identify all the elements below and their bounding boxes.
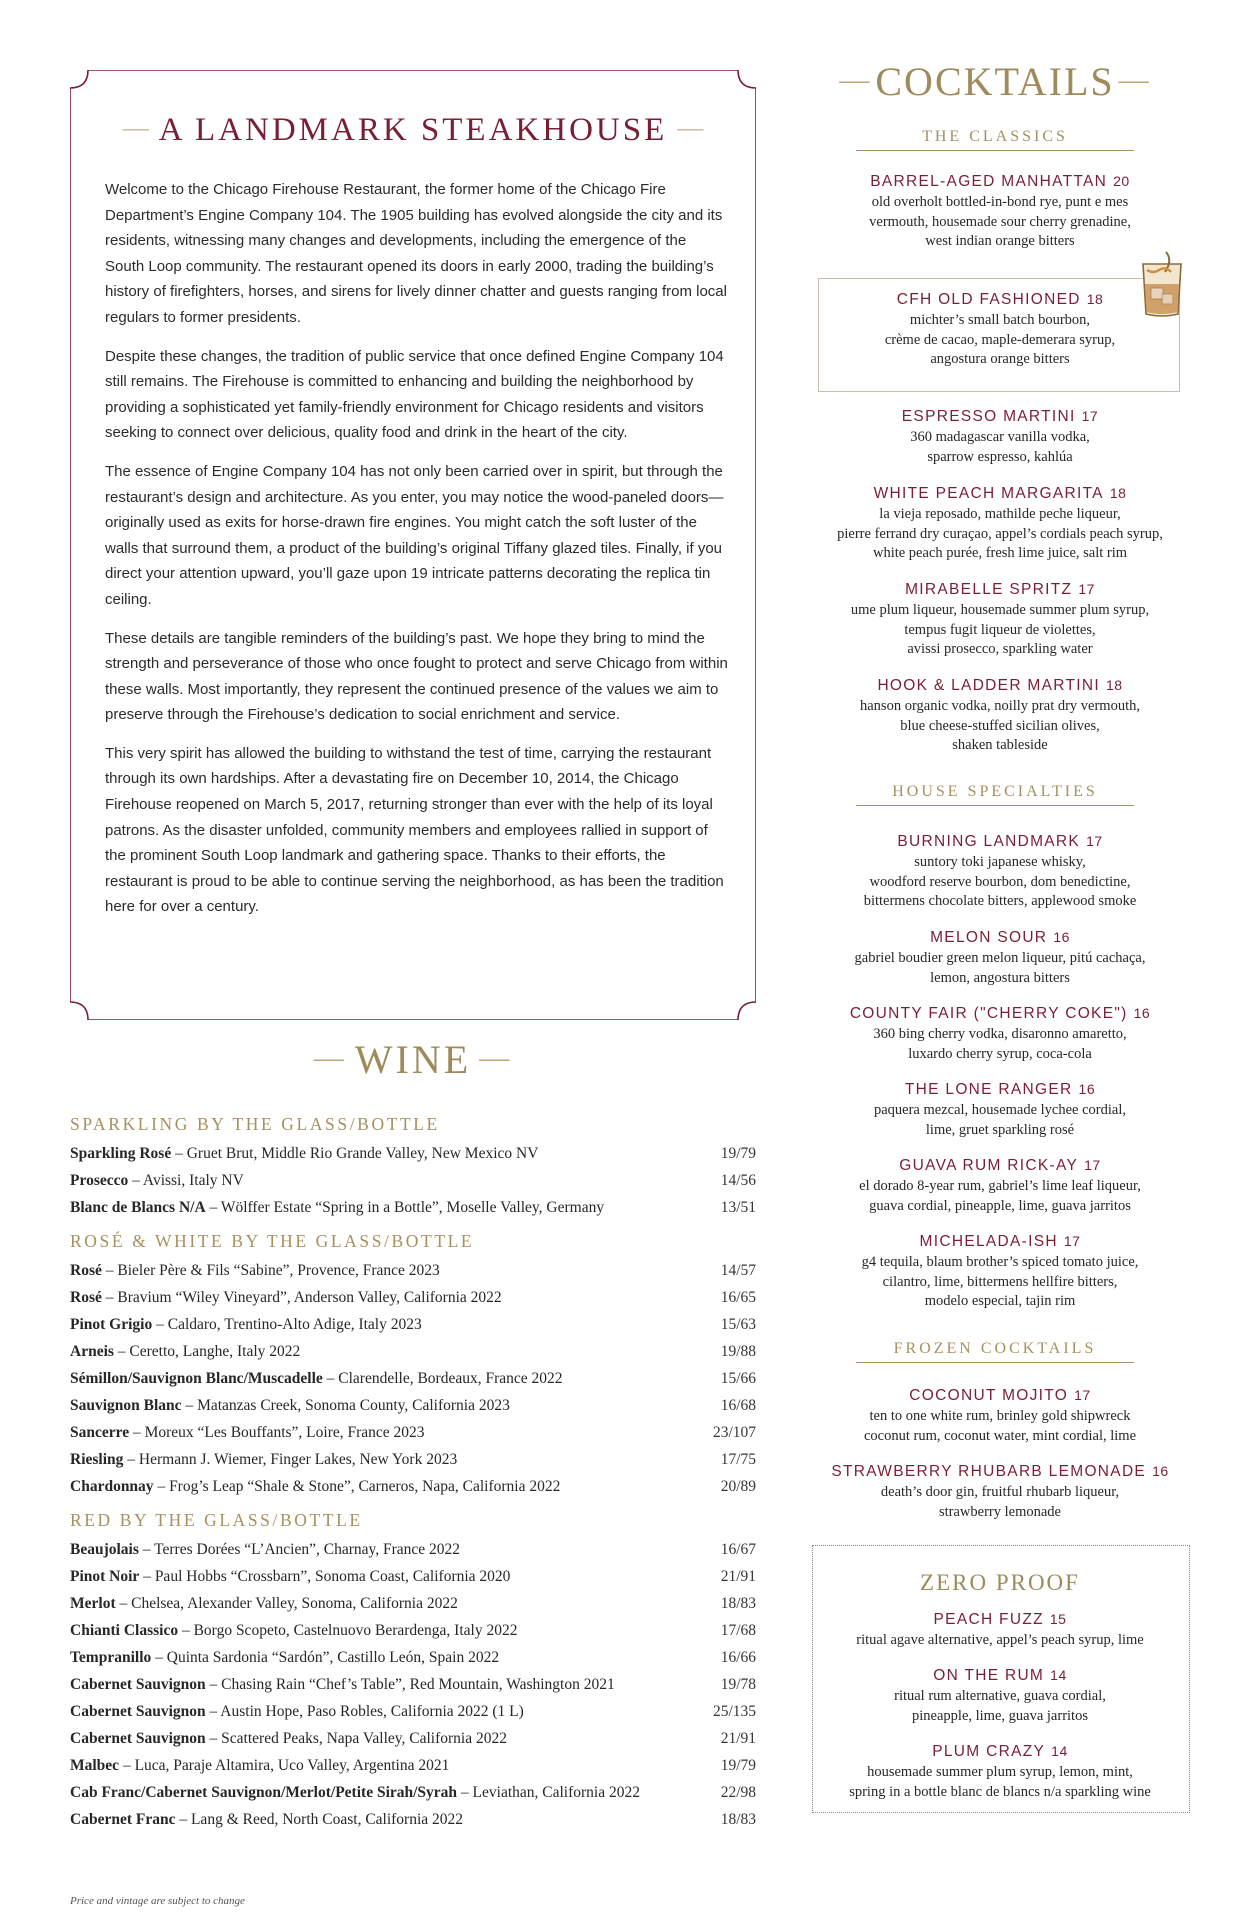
wine-varietal: Sparkling Rosé (70, 1145, 172, 1162)
cocktail-item (810, 1078, 1190, 1140)
wine-description (70, 1806, 463, 1833)
cocktail-ingredients: lime, gruet sparkling rosé (925, 1121, 1075, 1138)
cocktail-price: 17 (1086, 833, 1103, 849)
cocktail-name-line (810, 578, 1190, 601)
wine-varietal: Rosé (70, 1289, 102, 1306)
cocktail-price: 20 (1113, 173, 1130, 189)
title-dash-right: — (677, 113, 704, 142)
wine-producer: – Hermann J. Wiemer, Finger Lakes, New York 2023 (123, 1451, 458, 1468)
cocktail-name: GUAVA RUM RICK-AY (899, 1157, 1079, 1174)
cocktail-ingredients: el dorado 8-year rum, gabriel’s lime leaf liqueur, (859, 1178, 1141, 1194)
cocktail-ingredients: shaken tableside (952, 737, 1048, 753)
wine-row (70, 1392, 756, 1419)
cocktail-name-line (810, 830, 1190, 853)
cocktail-price: 15 (1049, 1611, 1067, 1627)
cocktail-name-line (810, 1740, 1190, 1763)
cocktail-price: 14 (1051, 1743, 1068, 1759)
cocktail-name: MIRABELLE SPRITZ (905, 581, 1073, 598)
wine-varietal: Prosecco (70, 1172, 129, 1189)
wine-producer: – Chasing Rain “Chef’s Table”, Red Mountain, Washington 2021 (205, 1676, 615, 1693)
wine-varietal: Riesling (70, 1451, 124, 1468)
wine-row (70, 1194, 756, 1221)
cocktail-name: HOOK & LADDER MARTINI (877, 677, 1100, 694)
cocktail-name: CFH OLD FASHIONED (896, 291, 1081, 308)
cocktail-ingredients: spring in a bottle blanc de blancs n/a sparkling wine (849, 1783, 1151, 1800)
zero-proof-heading: ZERO PROOF (920, 1570, 1080, 1595)
wine-producer: – Chelsea, Alexander Valley, Sonoma, California 2022 (115, 1595, 458, 1612)
wine-description (70, 1140, 538, 1167)
cocktail-name-line (810, 482, 1190, 505)
wine-description (70, 1257, 440, 1284)
cocktail-price: 16 (1053, 929, 1070, 945)
cocktail-ingredients: ritual rum alternative, guava cordial, (894, 1688, 1106, 1704)
cocktail-ingredients: crème de cacao, maple-demerara syrup, (884, 331, 1116, 348)
wine-row (70, 1806, 756, 1833)
cocktail-price: 16 (1152, 1463, 1169, 1479)
cocktail-item (810, 482, 1190, 564)
wine-varietal: Pinot Noir (70, 1568, 140, 1585)
cocktail-price: 18 (1086, 291, 1104, 307)
cocktail-price: 17 (1084, 1157, 1101, 1173)
wine-price: 21/91 (720, 1730, 756, 1747)
wine-varietal: Chianti Classico (70, 1622, 179, 1639)
wine-varietal: Cabernet Franc (70, 1811, 176, 1828)
wine-producer: – Leviathan, California 2022 (457, 1784, 640, 1801)
wine-price: 15/66 (720, 1370, 756, 1387)
cocktail-name: BURNING LANDMARK (897, 833, 1081, 850)
cocktail-ingredients: vermouth, housemade sour cherry grenadine, (869, 213, 1131, 230)
cocktail-ingredients: lemon, angostura bitters (930, 969, 1070, 986)
wine-price: 14/57 (720, 1262, 756, 1279)
cocktail-ingredients: pineapple, lime, guava jarritos (912, 1707, 1088, 1724)
cocktail-name-line (810, 1460, 1190, 1483)
wine-row (70, 1257, 756, 1284)
cocktail-item (810, 926, 1190, 988)
cocktail-price: 16 (1078, 1081, 1096, 1097)
cocktail-name-line (810, 1154, 1190, 1177)
wine-varietal: Cab Franc/Cabernet Sauvignon/Merlot/Petite Sirah/Syrah (70, 1784, 458, 1801)
cocktails-title (825, 58, 1165, 105)
wine-row (70, 1671, 756, 1698)
wine-producer: – Bravium “Wiley Vineyard”, Anderson Valley, California 2022 (101, 1289, 502, 1306)
cocktail-name-line (810, 1664, 1190, 1687)
wine-producer: – Wölffer Estate “Spring in a Bottle”, Moselle Valley, Germany (205, 1199, 605, 1216)
wine-producer: – Ceretto, Langhe, Italy 2022 (113, 1343, 301, 1360)
wine-row (70, 1338, 756, 1365)
cocktail-name-line (810, 1230, 1190, 1253)
wine-price: 23/107 (712, 1424, 756, 1441)
wine-row (70, 1419, 756, 1446)
wine-producer: – Lang & Reed, North Coast, California 2022 (175, 1811, 464, 1828)
wine-varietal: Merlot (70, 1595, 116, 1612)
wine-row (70, 1617, 756, 1644)
cocktail-name: PLUM CRAZY (932, 1743, 1046, 1760)
cocktail-name-line (810, 1384, 1190, 1407)
cocktails-dash-right: — (1118, 63, 1151, 96)
wine-section (70, 1112, 756, 1221)
wine-price: 17/75 (720, 1451, 756, 1468)
cocktail-price: 17 (1074, 1387, 1091, 1403)
cocktails-title-text: COCKTAILS (875, 59, 1115, 104)
cocktail-ingredients: old overholt bottled-in-bond rye, punt e mes (871, 194, 1129, 210)
cocktail-item (810, 1230, 1190, 1312)
wine-row (70, 1473, 756, 1500)
cocktail-item (810, 1608, 1190, 1651)
cocktail-item (810, 674, 1190, 756)
wine-producer: – Frog’s Leap “Shale & Stone”, Carneros, Napa, California 2022 (153, 1478, 561, 1495)
wine-row (70, 1725, 756, 1752)
wine-description (70, 1779, 640, 1806)
cocktail-ingredients: guava cordial, pineapple, lime, guava jarritos (869, 1197, 1131, 1214)
wine-row (70, 1698, 756, 1725)
cocktail-ingredients: ten to one white rum, brinley gold shipwreck (869, 1408, 1131, 1424)
wine-description (70, 1338, 300, 1365)
wine-varietal: Sémillon/Sauvignon Blanc/Muscadelle (70, 1370, 323, 1387)
cocktail-item (810, 1002, 1190, 1064)
wine-varietal: Cabernet Sauvignon (70, 1703, 206, 1720)
story-paragraph: This very spirit has allowed the building to withstand the test of time, carrying the restaurant through its own hardships. After a devastating fire on December 10, 2014, the Chicago Firehouse reopened on March 5, 2017, returning stronger than ever with the help of its loyal patrons. As the disaster unfolded, community members and employees rallied in support of the prominent South Loop landmark and gathering space. Thanks to their efforts, the restaurant is proud to be able to continue serving the neighborhood, as has been the tradition here for over a century. (105, 744, 724, 916)
cocktail-price: 14 (1050, 1667, 1067, 1683)
wine-price: 16/68 (720, 1397, 756, 1414)
cocktail-ingredients: housemade summer plum syrup, lemon, mint, (867, 1764, 1133, 1780)
wine-price: 19/79 (720, 1145, 756, 1162)
wine-price: 16/67 (720, 1541, 756, 1558)
cocktail-ingredients: death’s door gin, fruitful rhubarb liqueur, (880, 1484, 1120, 1500)
cocktail-ingredients: strawberry lemonade (939, 1503, 1061, 1520)
title-dash-left: — (122, 113, 149, 142)
wine-description (70, 1536, 460, 1563)
story-paragraph: Despite these changes, the tradition of public service that once defined Engine Company 104 still remains. The Firehouse is committed to enhancing and building the neighborhood by providing a sophisticated yet family-friendly environment for Chicago residents and visitors seeking to connect over delicious, quality food and drink in the heart of the city. (105, 347, 724, 442)
wine-description (70, 1698, 524, 1725)
wine-producer: – Gruet Brut, Middle Rio Grande Valley, New Mexico NV (171, 1145, 539, 1162)
wine-description (70, 1671, 615, 1698)
cocktail-item (810, 1154, 1190, 1216)
story-title (70, 112, 756, 149)
wine-varietal: Sauvignon Blanc (70, 1397, 182, 1414)
cocktail-ingredients: white peach purée, fresh lime juice, salt rim (872, 545, 1128, 561)
cocktail-ingredients: paquera mezcal, housemade lychee cordial, (873, 1102, 1126, 1118)
cocktails-dash-left: — (839, 63, 872, 96)
cocktail-item (810, 1664, 1190, 1726)
wine-producer: – Austin Hope, Paso Robles, California 2022 (1 L) (205, 1703, 524, 1720)
cocktail-ingredients: avissi prosecco, sparkling water (907, 641, 1093, 657)
cocktail-ingredients: 360 madagascar vanilla vodka, (910, 429, 1090, 445)
wine-row (70, 1365, 756, 1392)
wine-producer: – Bieler Père & Fils “Sabine”, Provence, France 2023 (101, 1262, 440, 1279)
wine-row (70, 1284, 756, 1311)
cocktail-ingredients: tempus fugit liqueur de violettes, (904, 621, 1096, 638)
wine-row (70, 1779, 756, 1806)
wine-varietal: Cabernet Sauvignon (70, 1730, 206, 1747)
wine-varietal: Pinot Grigio (70, 1316, 153, 1333)
wine-price: 22/98 (720, 1784, 756, 1801)
wine-section-heading: RED BY THE GLASS/BOTTLE (70, 1510, 363, 1530)
wine-description (70, 1365, 563, 1392)
wine-varietal: Chardonnay (70, 1478, 154, 1495)
cocktail-ingredients: cilantro, lime, bittermens hellfire bitters, (882, 1273, 1118, 1290)
cocktail-ingredients: blue cheese-stuffed sicilian olives, (900, 717, 1100, 734)
wine-varietal: Beaujolais (70, 1541, 139, 1558)
wine-producer: – Luca, Paraje Altamira, Uco Valley, Argentina 2021 (119, 1757, 450, 1774)
wine-price: 25/135 (712, 1703, 756, 1720)
wine-price: 18/83 (720, 1811, 756, 1828)
cocktail-name: STRAWBERRY RHUBARB LEMONADE (831, 1463, 1147, 1480)
cocktail-price: 16 (1133, 1005, 1151, 1021)
cocktail-item (810, 288, 1190, 370)
wine-description (70, 1194, 604, 1221)
wine-row (70, 1140, 756, 1167)
wine-dash-right: — (479, 1041, 513, 1074)
cocktail-ingredients: modelo especial, tajin rim (924, 1293, 1076, 1309)
wine-price: 20/89 (720, 1478, 756, 1495)
wine-row (70, 1752, 756, 1779)
wine-description (70, 1473, 560, 1500)
cocktail-name: PEACH FUZZ (933, 1611, 1044, 1628)
wine-description (70, 1644, 499, 1671)
cocktail-price: 18 (1109, 485, 1127, 501)
wine-producer: – Paul Hobbs “Crossbarn”, Sonoma Coast, California 2020 (139, 1568, 511, 1585)
wine-varietal: Blanc de Blancs N/A (70, 1199, 206, 1216)
wine-price: 17/68 (720, 1622, 756, 1639)
cocktail-name-line (810, 1002, 1190, 1025)
cocktail-ingredients: ume plum liqueur, housemade summer plum syrup, (850, 602, 1150, 618)
cocktail-name: COCONUT MOJITO (909, 1387, 1069, 1404)
cocktail-name: WHITE PEACH MARGARITA (873, 485, 1104, 502)
wine-list (70, 1112, 756, 1841)
wine-description (70, 1590, 458, 1617)
cocktail-item (810, 1460, 1190, 1522)
cocktail-ingredients: luxardo cherry syrup, coca-cola (908, 1045, 1092, 1062)
cocktail-name-line (810, 1078, 1190, 1101)
cocktail-ingredients: ritual agave alternative, appel’s peach syrup, lime (856, 1632, 1144, 1648)
wine-row (70, 1446, 756, 1473)
cocktail-name: COUNTY FAIR ("CHERRY COKE") (849, 1005, 1128, 1022)
cocktail-item (810, 405, 1190, 467)
wine-row (70, 1644, 756, 1671)
wine-producer: – Terres Dorées “L’Ancien”, Charnay, France 2022 (138, 1541, 461, 1558)
wine-producer: – Avissi, Italy NV (128, 1172, 244, 1189)
wine-varietal: Sancerre (70, 1424, 130, 1441)
wine-dash-left: — (313, 1041, 347, 1074)
wine-varietal: Cabernet Sauvignon (70, 1676, 206, 1693)
wine-producer: – Caldaro, Trentino-Alto Adige, Italy 2023 (152, 1316, 422, 1333)
cocktail-ingredients: angostura orange bitters (930, 351, 1070, 367)
wine-producer: – Matanzas Creek, Sonoma County, California 2023 (181, 1397, 510, 1414)
wine-description (70, 1563, 510, 1590)
wine-varietal: Rosé (70, 1262, 102, 1279)
wine-row (70, 1563, 756, 1590)
cocktail-ingredients: g4 tequila, blaum brother’s spiced tomato juice, (861, 1254, 1139, 1270)
cocktail-name-line (810, 405, 1190, 428)
cocktail-price: 18 (1105, 677, 1123, 693)
wine-description (70, 1392, 510, 1419)
story-paragraph: The essence of Engine Company 104 has not only been carried over in spirit, but through the restaurant’s design and architecture. As you enter, you may notice the wood-paneled doors—originally used as exits for horse-drawn fire engines. You might catch the soft luster of the walls that surround them, a product of the building’s original Tiffany glazed tiles. Finally, if you direct your attention upward, you’ll gaze upon 19 intricate patterns decorating the replica tin ceiling. (105, 462, 724, 608)
wine-price: 16/65 (720, 1289, 756, 1306)
cocktail-name: ESPRESSO MARTINI (901, 408, 1076, 425)
wine-producer: – Moreux “Les Bouffants”, Loire, France 2023 (129, 1424, 425, 1441)
cocktail-item (810, 1384, 1190, 1446)
cocktail-ingredients: west indian orange bitters (925, 233, 1075, 249)
wine-varietal: Arneis (70, 1343, 114, 1360)
cocktail-item (810, 830, 1190, 912)
wine-producer: – Quinta Sardonia “Sardón”, Castillo León, Spain 2022 (151, 1649, 500, 1666)
wine-title-text: WINE (354, 1037, 472, 1082)
cocktail-price: 17 (1063, 1233, 1081, 1249)
cocktail-price: 17 (1081, 408, 1099, 424)
cocktail-ingredients: woodford reserve bourbon, dom benedictine, (869, 873, 1131, 890)
wine-producer: – Scattered Peaks, Napa Valley, California 2022 (205, 1730, 507, 1747)
cocktail-ingredients: gabriel boudier green melon liqueur, pitú cachaça, (854, 950, 1146, 966)
wine-description (70, 1446, 457, 1473)
cocktail-ingredients: pierre ferrand dry curaçao, appel’s cordials peach syrup, (837, 525, 1163, 542)
cocktail-name: THE LONE RANGER (904, 1081, 1073, 1098)
wine-producer: – Borgo Scopeto, Castelnuovo Berardenga, Italy 2022 (178, 1622, 518, 1639)
cocktail-ingredients: hanson organic vodka, noilly prat dry vermouth, (859, 698, 1140, 714)
cocktail-ingredients: la vieja reposado, mathilde peche liqueur, (879, 506, 1121, 522)
wine-description (70, 1752, 449, 1779)
wine-row (70, 1167, 756, 1194)
wine-description (70, 1284, 502, 1311)
cocktail-ingredients: 360 bing cherry vodka, disaronno amaretto, (873, 1026, 1127, 1042)
wine-price: 18/83 (720, 1595, 756, 1612)
wine-price: 14/56 (720, 1172, 756, 1189)
cocktail-item (810, 578, 1190, 660)
wine-price: 21/91 (720, 1568, 756, 1585)
wine-price: 19/78 (720, 1676, 756, 1693)
wine-price: 13/51 (720, 1199, 756, 1216)
story-title-text: A LANDMARK STEAKHOUSE (158, 112, 668, 148)
cocktail-price: 17 (1078, 581, 1095, 597)
cocktail-name: MELON SOUR (930, 929, 1048, 946)
wine-price: 15/63 (720, 1316, 756, 1333)
wine-description (70, 1419, 425, 1446)
cocktail-name-line (810, 288, 1190, 311)
cocktail-name: MICHELADA-ISH (919, 1233, 1058, 1250)
wine-section-heading: ROSÉ & WHITE BY THE GLASS/BOTTLE (70, 1231, 475, 1251)
wine-description (70, 1311, 422, 1338)
cocktail-name: ON THE RUM (933, 1667, 1045, 1684)
wine-price: 19/88 (720, 1343, 756, 1360)
cocktail-item (810, 170, 1190, 252)
wine-section (70, 1508, 756, 1833)
cocktail-ingredients: coconut rum, coconut water, mint cordial, lime (863, 1427, 1137, 1444)
cocktail-ingredients: suntory toki japanese whisky, (914, 854, 1086, 870)
wine-varietal: Tempranillo (70, 1649, 152, 1666)
wine-price: 16/66 (720, 1649, 756, 1666)
cocktail-name: BARREL-AGED MANHATTAN (870, 173, 1108, 190)
wine-price: 19/79 (720, 1757, 756, 1774)
cocktail-name-line (810, 926, 1190, 949)
wine-description (70, 1167, 244, 1194)
wine-section (70, 1229, 756, 1500)
frozen-cocktails-heading: FROZEN COCKTAILS (856, 1340, 1134, 1363)
house-specialties-heading: HOUSE SPECIALTIES (856, 783, 1134, 806)
wine-description (70, 1617, 517, 1644)
story-box (70, 70, 756, 1020)
wine-producer: – Clarendelle, Bordeaux, France 2022 (322, 1370, 563, 1387)
cocktail-item (810, 1740, 1190, 1802)
cocktail-name-line (810, 1608, 1190, 1631)
wine-row (70, 1536, 756, 1563)
cocktail-ingredients: bittermens chocolate bitters, applewood smoke (863, 893, 1137, 909)
price-footnote: Price and vintage are subject to change (70, 1895, 245, 1907)
classics-heading: THE CLASSICS (856, 128, 1134, 151)
wine-varietal: Malbec (70, 1757, 120, 1774)
wine-section-heading: SPARKLING BY THE GLASS/BOTTLE (70, 1114, 440, 1134)
wine-row (70, 1311, 756, 1338)
story-paragraph: These details are tangible reminders of the building’s past. We hope they bring to mind the strength and perseverance of those who once fought to protect and serve Chicago from within these walls. Most importantly, they represent the continued presence of the values we aim to preserve through the Firehouse’s dedication to social enrichment and service. (105, 629, 728, 724)
cocktail-ingredients: sparrow espresso, kahlúa (927, 448, 1073, 465)
cocktail-name-line (810, 674, 1190, 697)
story-body (105, 177, 729, 933)
wine-title (70, 1036, 756, 1083)
cocktail-name-line (810, 170, 1190, 193)
wine-row (70, 1590, 756, 1617)
wine-description (70, 1725, 507, 1752)
cocktail-ingredients: michter’s small batch bourbon, (909, 312, 1091, 328)
story-paragraph: Welcome to the Chicago Firehouse Restaurant, the former home of the Chicago Fire Department’s Engine Company 104. The 1905 building has evolved alongside the city and its residents, witnessing many changes and developments, including the emergence of the South Loop community. The restaurant opened its doors in early 2000, trading the building’s history of firefighters, horses, and sirens for lively dinner chatter and guests ranging from local regulars to former presidents. (105, 181, 727, 326)
